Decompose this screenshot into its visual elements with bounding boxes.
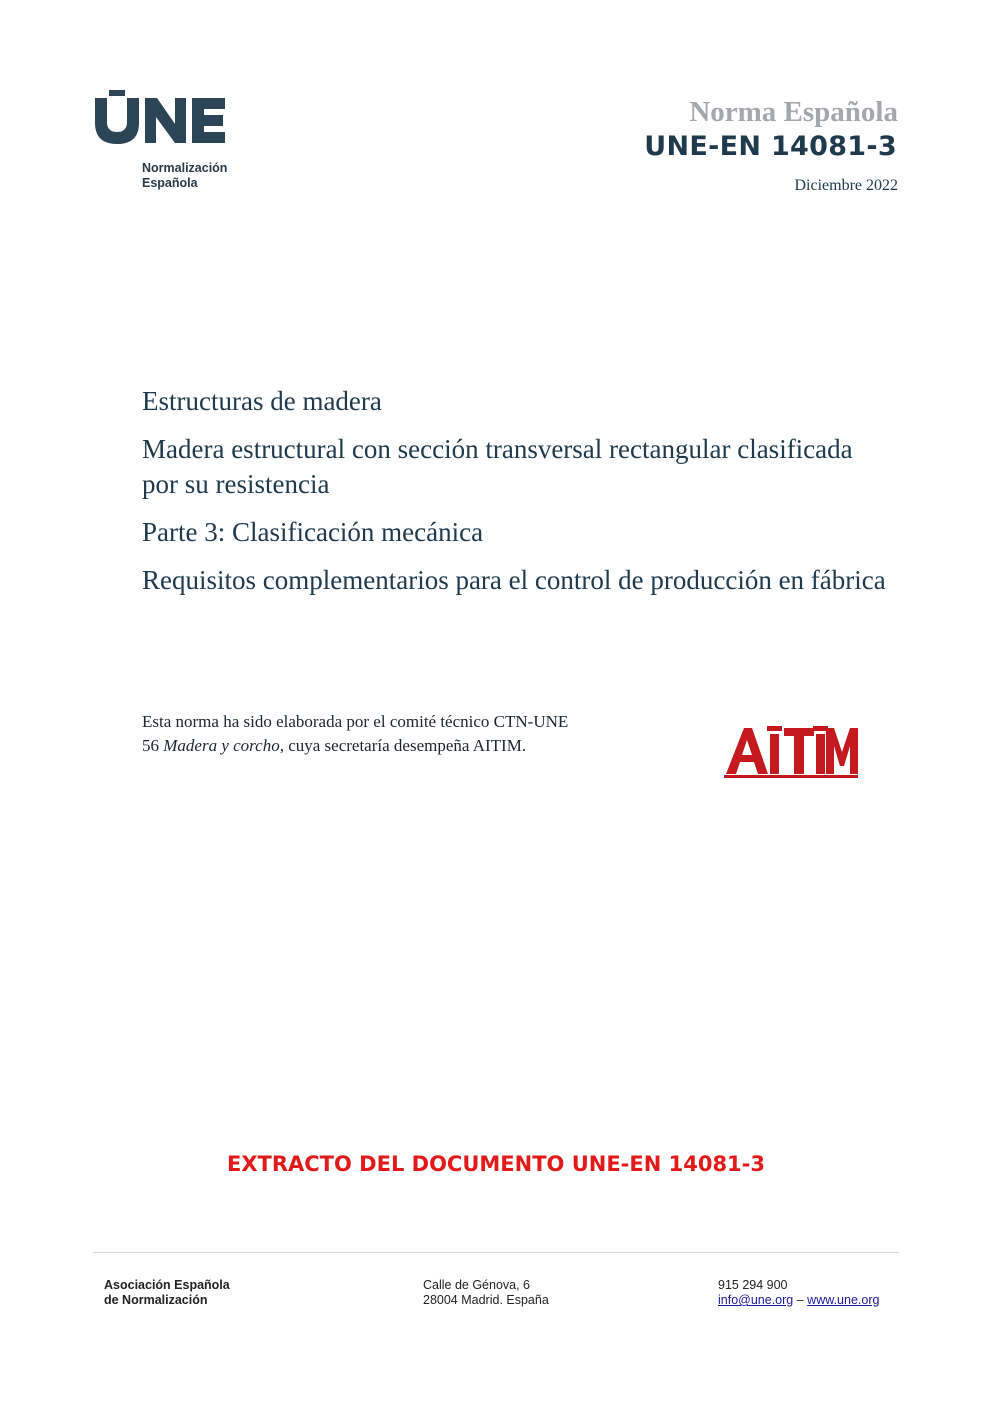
footer-link-separator: – xyxy=(796,1293,804,1307)
extract-notice: EXTRACTO DEL DOCUMENTO UNE-EN 14081-3 xyxy=(226,1152,765,1176)
norma-code: UNE-EN 14081-3 xyxy=(644,131,897,162)
title-complementary: Madera estructural con sección transversal rectangular clasificada por su resistencia xyxy=(142,434,853,499)
document-titles xyxy=(142,384,912,611)
footer-divider xyxy=(93,1252,899,1253)
footer-addr-line2: 28004 Madrid. España xyxy=(423,1293,549,1307)
une-logo-subtitle-line2: Española xyxy=(142,176,198,190)
footer-org-line2: de Normalización xyxy=(104,1293,208,1307)
footer-contact xyxy=(718,1278,879,1308)
committee-text-b: , cuya secretaría desempeña AITIM. xyxy=(279,736,527,755)
footer-addr-line1: Calle de Génova, 6 xyxy=(423,1278,531,1292)
committee-statement xyxy=(142,710,587,758)
title-main: Estructuras de madera xyxy=(142,386,382,416)
footer-organization xyxy=(104,1278,230,1308)
footer-address xyxy=(423,1278,549,1308)
norma-label: Norma Española xyxy=(689,96,898,128)
committee-name: Madera y corcho xyxy=(163,736,280,755)
footer-phone: 915 294 900 xyxy=(718,1278,788,1292)
une-logo-subtitle-line1: Normalización xyxy=(142,161,228,175)
norma-date: Diciembre 2022 xyxy=(794,177,898,194)
footer-links xyxy=(718,1293,879,1308)
email-link[interactable]: info@une.org xyxy=(718,1293,794,1307)
committee-text-a: Esta norma ha sido elaborada por el comité técnico CTN-UNE 56 xyxy=(142,712,569,755)
website-link[interactable]: www.une.org xyxy=(807,1293,880,1307)
aitim-logo-icon xyxy=(722,722,860,780)
title-part: Parte 3: Clasificación mecánica xyxy=(142,517,484,547)
aitim-logo xyxy=(722,722,860,780)
une-wordmark-icon xyxy=(93,88,233,148)
footer-org-line1: Asociación Española xyxy=(104,1278,230,1292)
title-sub: Requisitos complementarios para el control de producción en fábrica xyxy=(142,565,886,595)
une-logo-subtitle xyxy=(142,161,227,191)
